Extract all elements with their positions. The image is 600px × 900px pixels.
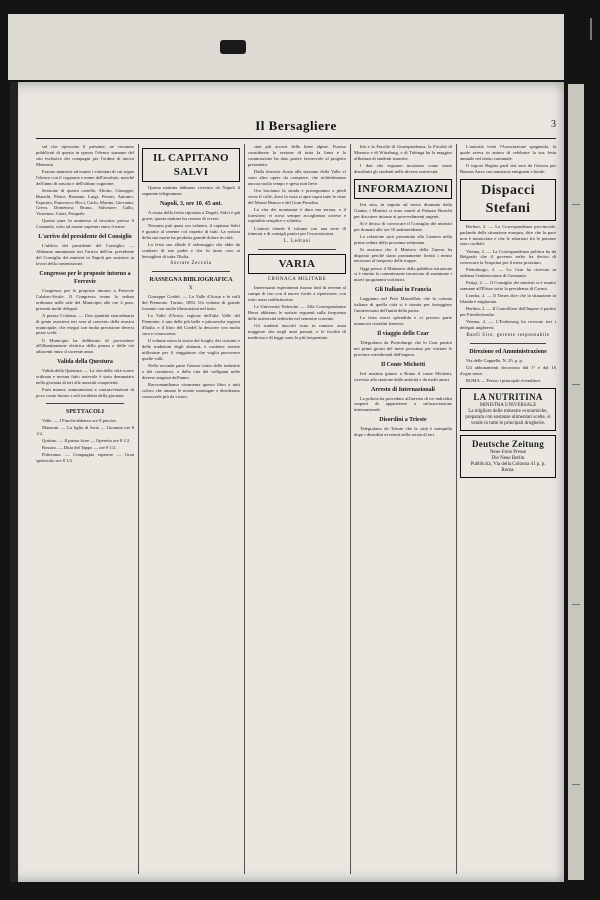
divider (470, 343, 546, 344)
dispatch: Vienna, 2. — L'Erzherzog ha ricevuto ieri i delegati ungheresi. (460, 319, 556, 331)
paragraph: Leggiamo nel Petit Marseillais che la colonia italiana di quella città si è riunita per festeggiare l'anniversario dell'unità della patria. (354, 296, 452, 314)
section-headline: INFORMAZIONI (354, 179, 452, 199)
article-headline: Arresto di Internazionali (371, 386, 435, 393)
paragraph: Valida della Questura. — La vita della città scorre ordinata e nessun fatto notevole è stato denunziato nella giornata di ieri alle autorità competenti. (36, 368, 134, 386)
page-edge-mark (572, 384, 580, 385)
section-headline: SPETTACOLI (65, 408, 105, 415)
dispatch: Parigi, 2. — Il Consiglio dei ministri si è riunito stamane all'Eliseo sotto la presidenza di Carnot. (460, 280, 556, 292)
signature: L. Ledrani (283, 239, 311, 245)
paragraph: Ieri mattina giunse a Roma il conte Michetti, ricevuto alla stazione dalle autorità e da molti amici. (354, 370, 452, 382)
section-subheading: CRONACA MILITARE (267, 277, 327, 283)
listing: Valle. — I Fuochi-abbasso ore 8 precise. (42, 417, 117, 423)
paragraph: Nessuno può quasi ora valutare, il capitano Salvi è guarito al tenente col rispetto di tutti. La notizia della sua morte ha prodotto grande dolore in città. (142, 222, 240, 240)
dispatch: Berlino, 2. — La Correspondenza provinciale, parlando della situazione europea, dice che la pace non è minacciata e che le relazioni fra le potenze sono cordiali. (460, 223, 556, 247)
paragraph: La polizia ha proceduto all'arresto di tre individui sospetti di appartenere a un'associazione internazionale. (354, 395, 452, 413)
article-headline: Congresso per le proposte intorno a Ferrovie (39, 270, 131, 285)
paragraph: Gli studenti inscritti sono in numero assai maggiore che negli anni passati, e le facoltà di medicina e di legge sono le più frequentate. (248, 322, 346, 340)
divider (152, 271, 230, 272)
paragraph: Il vapore Regina partì ieri sera da Genova per Buenos Aires con numerosi emigranti a bordo. (460, 162, 556, 174)
notice-line: ROMA — Presso i principali rivenditori. (466, 378, 542, 384)
paragraph: Si è deciso di convocare il Consiglio dei ministri per domani alle ore 10 antimeridiane. (354, 220, 452, 232)
ad-text: La migliore delle minestre economiche, preparata con sostanze alimentari scelte, si vende in tutte le principali drogherie. (465, 409, 551, 427)
column-rule (456, 144, 457, 874)
column-rule (138, 144, 139, 874)
newspaper-page (10, 82, 564, 882)
dispatch: Berlino, 2. — Il Cancelliere dell'Impero è partito per Friedrichsruhe. (460, 306, 556, 318)
page-binding (10, 82, 18, 882)
paragraph: Questa mattina abbiamo ricevuto da Napoli il seguente telegramma: (142, 185, 240, 196)
page-number: 3 (551, 119, 556, 130)
paragraph: Nella seconda parte l'autore tratta delle industrie e dei commerci, e della vita dei valligiani nelle diverse stagioni dell'anno. (142, 362, 240, 380)
paragraph: La relazione sarà presentata alla Camera nella prima seduta della prossima settimana. (354, 233, 452, 245)
column-3 (248, 144, 346, 874)
listing: Rossini. — Ditta del Tappo — ore 8 1/2. (42, 445, 117, 451)
masthead (36, 118, 556, 139)
paragraph: Interessanti esperimenti furono fatti di recente al campo di tiro con il nuovo fucile a ripetizione, con esito assai soddisfacente. (248, 285, 346, 302)
paragraph: La festa sua allude il salvataggio che ebbe da scudiero di suo padre e che fu tanto caro ai bersaglieri di tutta l'Italia. (142, 241, 240, 259)
paragraph: L'autore chiude il volume con una serie di itinerari e di consigli pratici per l'escursionista. (248, 225, 346, 237)
section-headline: Dispacci Stefani (460, 179, 556, 221)
paragraph: Dalla ferrovia Aosta alla stazione della Valle vi sono altre opere da compiere, che richiederanno ancora molto tempo e spesa non lieve. (248, 168, 346, 186)
paragraph: La Valle d'Aosta, regione dell'alta Valle del Piemonte, è una delle più belle e pittoresche regioni d'Italia, e il libro del Cordel la descrive con molta cura e conoscenza. (142, 313, 240, 336)
column-1 (36, 144, 134, 874)
article-headline: Gli Italiani in Francia (374, 287, 432, 294)
scan-corner-mark (590, 18, 592, 40)
paragraph: L'ufficio del presidente del Consiglio. — Abbiamo annunziato ieri l'arrivo dell'on. presidente del Consiglio dei ministri in Napoli per assistere ai lavori della commissione. (36, 243, 134, 266)
ad-title: Deutsche Zeitung (471, 439, 545, 450)
section-headline: RASSEGNA BIBLIOGRAFICA (149, 277, 233, 284)
column-4 (354, 144, 452, 874)
paragraph: Congresso per le proposte intorno a Ferrovie Calabro-Sicule. Il Congresso tenne la seduta ordinaria nelle sale del Municipio alle ore 2 pom. presenti molti delegati. (36, 287, 134, 311)
paragraph: Oggi presso il Ministero della pubblica istruzione si è riunita la commissione incaricata di esaminare i nuovi programmi scolastici. (354, 265, 452, 283)
ad-text: Die Neue Berlin (491, 456, 525, 462)
page-edge-mark (572, 784, 580, 785)
article-columns (36, 144, 556, 874)
notice-headline: Direzione ed Amministrazione (469, 349, 547, 356)
column-rule (244, 144, 245, 874)
article-headline: Il viaggio dello Czar (377, 330, 429, 337)
signature: Socrate Zeccola (170, 261, 212, 267)
divider (46, 403, 124, 404)
listing: Quirino. — Il primo fiore — Operetta ore 8 1/2. (42, 438, 131, 444)
paragraph: I dati che seguono mostrano come siano distribuiti gli studenti nelle diverse università. (354, 162, 452, 174)
ad-text: Pubblicità, Via della Colonna 41 p. p. Roma. (470, 462, 546, 474)
article-headline: Il Conte Michetti (381, 361, 425, 368)
dispatch: Pietroburgo, 2. — Lo Czar ha ricevuto in udienza l'ambasciatore di Germania. (460, 267, 556, 279)
article-headline: Valida della Questura (57, 359, 113, 366)
binding-hole (220, 40, 246, 54)
column-2 (142, 144, 240, 874)
article-headline: IL CAPITANO SALVI (142, 148, 240, 182)
paragraph: Si assicura che il Ministro della Guerra ha disposto perché siano prontamente forniti i mezzi necessari al trasporto delle truppe. (354, 246, 452, 264)
ad-title: LA NUTRITINA (473, 392, 543, 403)
paragraph: Telegrafano da Trieste che la città è tranquilla dopo i disordini avvenuti nella serata di ieri. (354, 426, 452, 438)
paragraph: lità e la Facoltà di Giurisprudenza, la Facoltà di Monaco e di Würzburg, e di Tubinga ha la maggior affluenza di studenti stranieri. (354, 144, 452, 161)
page-title: Il Bersagliere (255, 118, 337, 133)
dispatch: Vienna, 2. — La Correspondenza politica ha da Belgrado che il governo serbo ha deciso di convocare la Scupcina per il mese prossimo. (460, 248, 556, 266)
paragraph: Le Università Tedesche. — Alla Correspondance Berse abbiamo le notizie seguenti sulla frequenza delle università tedesche nel semestre corrente. (248, 304, 346, 321)
notice-line: Via delle Coppelle, N. 25, p. p. (466, 358, 524, 364)
paragraph: sul che riprovano il presente, ne verranno pubblicati di questa in questo l'elenco stamane del sito esclusivo dei compagni per l'ordine di nuova Memoria. (36, 144, 134, 167)
column-5 (460, 144, 556, 874)
listing: Manzoni. — La figlia di Jorio — Giornata ore 8 1/2. (36, 425, 134, 436)
paragraph: La festa riuscì splendida e vi presero parte numerosi cittadini francesi. (354, 315, 452, 327)
ad-text: Neue Freie Presse (489, 450, 527, 456)
paragraph: Ora lasciamo la strada e proseguiamo a piedi verso il colle, dove la vista si apre sopra tutte le cime del Monte Bianco e del Gran Paradiso. (248, 187, 346, 205)
paragraph: stati più accorti delle linee alpine. Furono considerate la sezione di tutta la linea e la commissione ha dato parere favorevole al progetto presentato. (248, 144, 346, 167)
previous-page-edge (8, 14, 564, 80)
paragraph: Telegrafano da Pietroburgo che lo Czar partirà nei primi giorni del mese prossimo per visitare le province meridionali dell'impero. (354, 339, 452, 357)
notice-line: Gli abbonamenti decorrono dal 1° e dal 16 d'ogni mese. (460, 365, 556, 377)
paragraph: A causa della ferita riportata a Dogali, Salvi è già grave, questa mattina ha cessato di vivere. (142, 209, 240, 221)
advertisement (460, 388, 556, 431)
page-edge-mark (572, 604, 580, 605)
paragraph: Sessione di questa cartella. Aliotto, Giuseppe; Bianchi, Pietro; Romano, Luigi; Ferrari, Antonio; Esposito, Francesco; Ricci, Carlo; Marino, Giovanni; Greco, Domenico; Bruno, Salvatore; Gallo, Vincenzo; Conti, Pasquale. (36, 187, 134, 217)
article-headline: Disordini a Trieste (379, 417, 427, 424)
paragraph: A piazza Colonna. — Una quantità straordinaria di gente assisteva ieri sera al concerto della musica municipale, che eseguì con molta precisione diversi pezzi scelti. (36, 312, 134, 336)
divider (258, 249, 336, 250)
paragraph: Furono ammessi ad esame i volontari di cui segue l'elenco con il cognome e nome dell'assoluto, nonché dell'anno di nascita e dell'ultimo cognome. (36, 168, 134, 186)
article-headline: L'arrivo del presidente del Consiglio (38, 234, 132, 241)
signature: Banfi Siro, gerente responsabile (466, 333, 550, 339)
advertisement (460, 435, 556, 478)
dateline: Napoli, 3, ore 10. 45 ant. (159, 200, 223, 207)
paragraph: Furti minori, ammonizioni e contravvenzioni di poco conto furono i soli incidenti della giornata. (36, 387, 134, 399)
paragraph: Il Municipio ha deliberato di provvedere all'illuminazione elettrica della piazza e delle vie adiacenti entro il corrente anno. (36, 337, 134, 355)
column-rule (350, 144, 351, 874)
section-number: X (188, 286, 194, 292)
paragraph: Questo pure fu ammesso al tirocinio presso il Comando, esito ad esame superato entro il mese. (36, 218, 134, 230)
paragraph: Giuseppe Cordel. — La Valle d'Aosta e le valli del Piemonte. Torino, 1892. Un volume di grande formato con molte illustrazioni nel testo. (142, 294, 240, 312)
paragraph: Ieri sera, in seguito ad invito diramato dalla Giunta, i Ministri si sono riuniti al Palazzo Braschi per discutere intorno ai provvedimenti urgenti. (354, 201, 452, 219)
page-edge-mark (572, 204, 580, 205)
dispatch: Londra, 2. — Il Times dice che la situazione in Irlanda è migliorata. (460, 293, 556, 305)
section-headline: VARIA (248, 254, 346, 274)
paragraph: Raccomandiamo vivamente questo libro a tutti coloro che amano le nostre montagne e desiderano conoscerle più da vicino. (142, 381, 240, 399)
paragraph: Il volume narra la storia dei luoghi, dei costumi e delle tradizioni degli abitanti, e contiene notizie utilissime per il viaggiatore che voglia percorrere quelle valli. (142, 337, 240, 361)
paragraph: L'autorità vietò l'Associazione spagnuola, la quale aveva in animo di celebrare la sua festa annuale nel teatro comunale. (460, 144, 556, 161)
paragraph: La vita dei montanari è dura ma serena, e il forestiero vi trova sempre accoglienza cortese e ospitalità semplice e schietta. (248, 206, 346, 224)
next-page-edge (568, 84, 584, 880)
listing: Politeama. — Compagnia equestre — Gran spettacolo ore 8 1/2. (36, 452, 134, 464)
ad-subtitle: MINISTRA UNIVERSALE (479, 403, 537, 409)
